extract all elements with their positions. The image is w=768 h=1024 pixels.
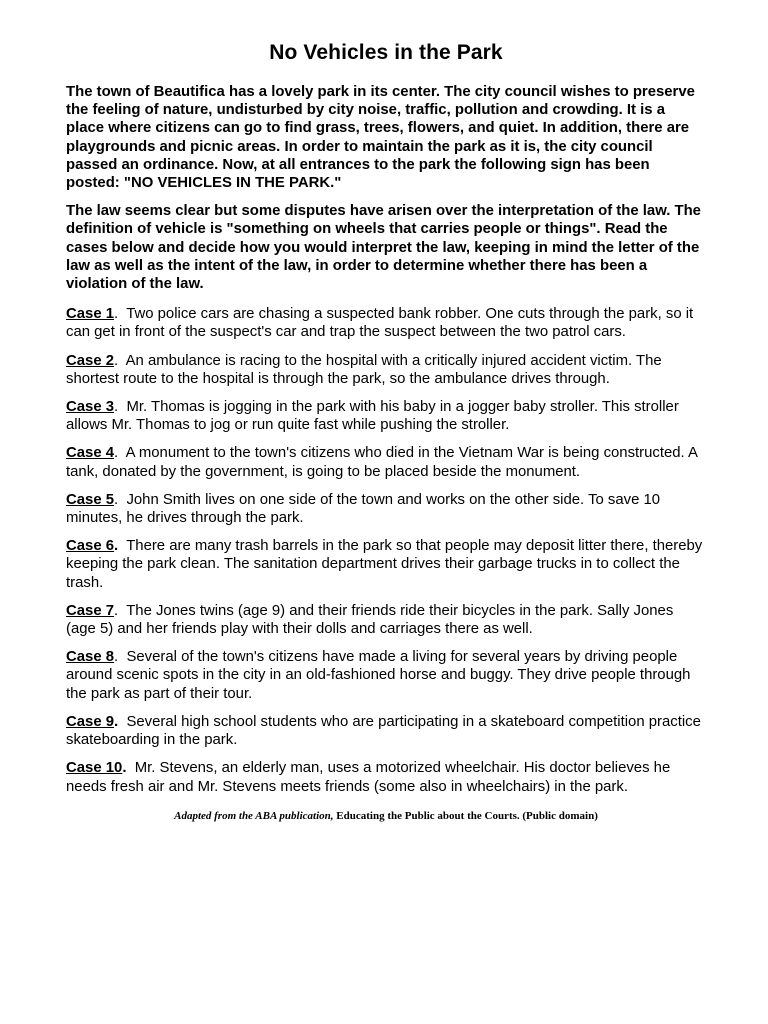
case-item-10 xyxy=(66,759,706,795)
case-item-4 xyxy=(66,444,706,480)
case-label: Case 9 xyxy=(66,713,115,730)
case-punct: . xyxy=(114,352,119,369)
case-punct: . xyxy=(122,760,127,777)
case-text: John Smith lives on one side of the town and works on the other side. To save 10 minutes, he drives through the park. xyxy=(66,491,661,527)
case-text: Mr. Stevens, an elderly man, uses a motorized wheelchair. His doctor believes he needs fresh air and Mr. Stevens meets friends (some also in wheelchairs) in the park. xyxy=(66,760,671,795)
case-item-8 xyxy=(66,648,706,703)
case-text: Mr. Thomas is jogging in the park with his baby in a jogger baby stroller. This stroller allows Mr. Thomas to jog or run quite fast while pushing the stroller. xyxy=(66,399,679,434)
case-label: Case 7 xyxy=(66,602,115,619)
intro-paragraph-1: The town of Beautifica has a lovely park in its center. The city council wishes to preserve the feeling of nature, undisturbed by city noise, traffic, pollution and crowding. It is a place where citizens can go to find grass, trees, flowers, and quiet. In addition, there are playgrounds and picnic areas. In order to maintain the park as it is, the city council passed an ordinance. Now, at all entrances to the park the following sign has been posted: "NO VEHICLES IN THE PARK." xyxy=(66,84,695,192)
case-punct: . xyxy=(114,602,119,619)
intro-paragraph-2: The law seems clear but some disputes have arisen over the interpretation of the law. The definition of vehicle is "something on wheels that carries people or things". Read the cases below and decide how you would interpret the law, keeping in mind the letter of the law as well as the intent of the law, in order to determine whether there has been a violation of the law. xyxy=(66,203,701,293)
case-label: Case 4 xyxy=(66,445,115,462)
footer-italic: Adapted from the ABA publication, xyxy=(174,809,334,822)
case-text: Two police cars are chasing a suspected bank robber. One cuts through the park, so it can get in front of the suspect's car and trap the suspect between the two patrol cars. xyxy=(66,306,694,341)
case-item-5 xyxy=(66,491,706,527)
case-text: An ambulance is racing to the hospital with a critically injured accident victim. The shortest route to the hospital is through the park, so the ambulance drives through. xyxy=(66,352,662,387)
case-punct: . xyxy=(114,649,119,666)
case-item-9 xyxy=(66,713,706,749)
case-punct: . xyxy=(114,445,119,462)
case-punct: . xyxy=(114,538,119,555)
case-text: Several high school students who are participating in a skateboard competition practice skateboarding in the park. xyxy=(66,713,701,749)
case-label: Case 2 xyxy=(66,352,115,369)
case-text: Several of the town's citizens have made a living for several years by driving people around scenic spots in the city in an old-fashioned horse and buggy. They drive people through the park as part of their tour. xyxy=(66,649,691,702)
footer-rest: Educating the Public about the Courts. (Public domain) xyxy=(333,809,598,822)
case-text: A monument to the town's citizens who died in the Vietnam War is being constructed. A tank, donated by the government, is going to be placed beside the monument. xyxy=(66,445,698,480)
document-page xyxy=(66,40,706,833)
case-label: Case 5 xyxy=(66,491,115,508)
document-title: No Vehicles in the Park xyxy=(269,41,503,64)
case-item-6 xyxy=(66,537,706,592)
case-item-7 xyxy=(66,602,706,638)
case-punct: . xyxy=(114,399,119,416)
case-text: The Jones twins (age 9) and their friends ride their bicycles in the park. Sally Jones (age 5) and her friends play with their dolls and carriages there as well. xyxy=(66,602,674,638)
case-item-2 xyxy=(66,352,706,388)
case-punct: . xyxy=(114,306,119,323)
case-item-1 xyxy=(66,305,706,341)
case-punct: . xyxy=(114,713,119,730)
case-text: There are many trash barrels in the park so that people may deposit litter there, thereby keeping the park clean. The sanitation department drives their garbage trucks in to collect the trash. xyxy=(66,538,703,591)
case-label: Case 3 xyxy=(66,399,115,416)
case-label: Case 10 xyxy=(66,760,123,777)
case-item-3 xyxy=(66,398,706,434)
case-label: Case 1 xyxy=(66,306,115,323)
case-label: Case 8 xyxy=(66,649,115,666)
source-footer xyxy=(66,810,706,822)
case-punct: . xyxy=(114,491,119,508)
case-list xyxy=(66,305,706,795)
case-label: Case 6 xyxy=(66,538,115,555)
